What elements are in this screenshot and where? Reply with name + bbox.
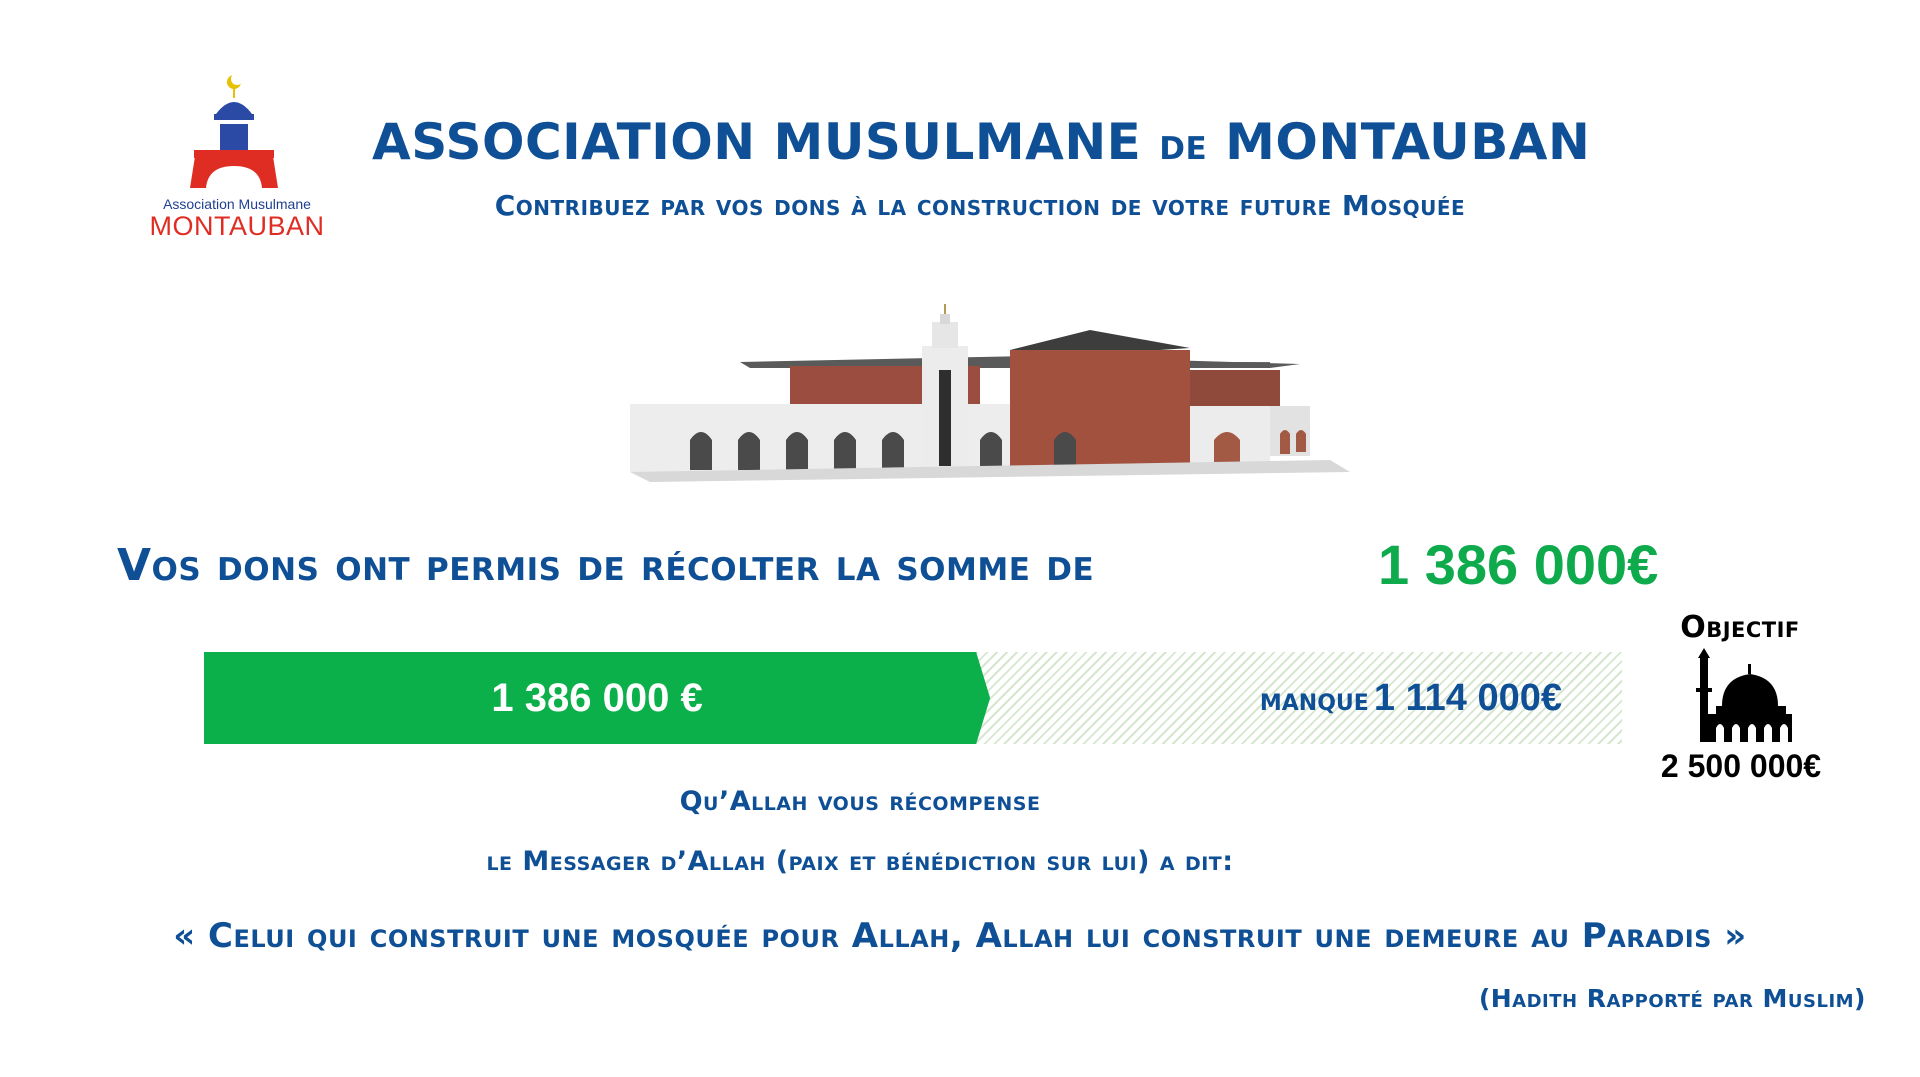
missing-value: 1 114 000€ (1373, 677, 1562, 719)
title-main: ASSOCIATION MUSULMANE (372, 113, 1142, 171)
title-connector: de (1159, 119, 1208, 170)
progress-collected-text: 1 386 000 € (491, 676, 703, 720)
mosque-silhouette-icon (1686, 648, 1794, 746)
logo-text-city: MONTAUBAN (149, 211, 325, 241)
donation-progress-bar (204, 652, 1622, 744)
page-subtitle: Contribuez par vos dons à la construction de votre future Mosquée (494, 189, 1466, 222)
logo-text-association: Association Musulmane (163, 196, 311, 212)
hadith-source: (Hadith Rapporté par Muslim) (1478, 984, 1866, 1013)
mosque-rendering (630, 300, 1350, 490)
blessing-text: Qu’Allah vous récompense (679, 786, 1041, 817)
page-title (372, 112, 1592, 175)
collected-label: Vos dons ont permis de récolter la somme de (117, 540, 1095, 591)
objective-label: Objectif (1680, 610, 1800, 645)
missing-label: manque (1259, 680, 1369, 718)
title-city: MONTAUBAN (1225, 113, 1591, 171)
collected-amount: 1 386 000€ (1378, 533, 1659, 596)
hadith-quote: « Celui qui construit une mosquée pour Allah, Allah lui construit une demeure au Paradis » (173, 916, 1747, 956)
objective-value: 2 500 000€ (1660, 748, 1822, 784)
prophet-saying-intro: le Messager d’Allah (paix et bénédiction sur lui) a dit: (486, 846, 1234, 877)
progress-missing-text (1260, 652, 1562, 744)
